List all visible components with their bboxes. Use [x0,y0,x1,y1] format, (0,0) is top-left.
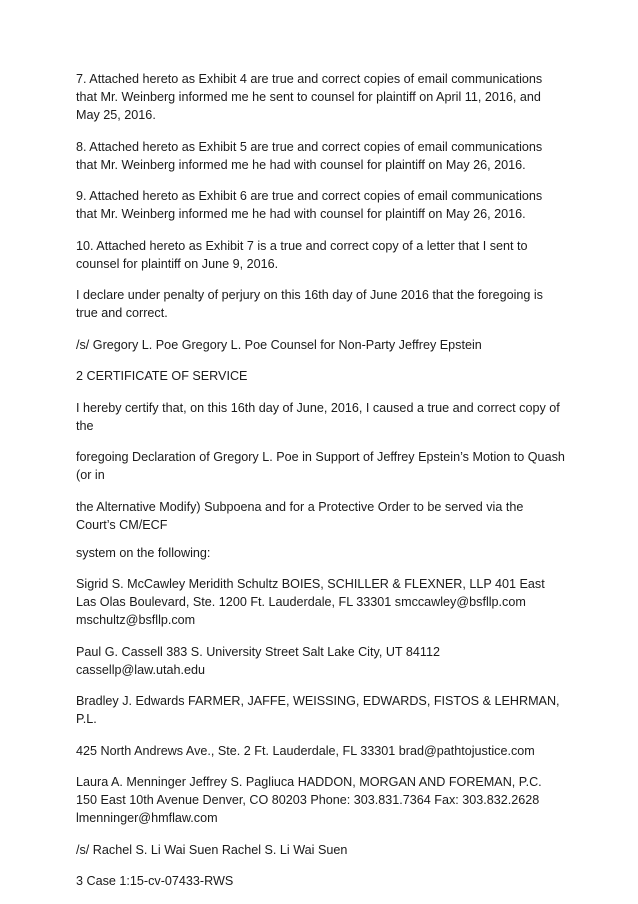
certificate-line-4: system on the following: [76,545,211,560]
paragraph-declaration: I declare under penalty of perjury on this 16th day of June 2016 that the foregoing is true and correct. [76,288,543,320]
signature-li-wai-suen: /s/ Rachel S. Li Wai Suen Rachel S. Li Wai Suen [76,842,348,857]
service-recipient-haddon-morgan: Laura A. Menninger Jeffrey S. Pagliuca HADDON, MORGAN AND FOREMAN, P.C. 150 East 10th Avenue Denver, CO 80203 Phone: 303.831.7364 Fax: 303.832.2628 lmenninger@hmflaw.com [76,775,542,825]
paragraph-exhibit-4: 7. Attached hereto as Exhibit 4 are true and correct copies of email communications that Mr. Weinberg informed me he sent to counsel for plaintiff on April 11, 2016, and May 25, 2016. [76,72,543,122]
certificate-heading: 2 CERTIFICATE OF SERVICE [76,369,248,383]
paragraph-exhibit-6: 9. Attached hereto as Exhibit 6 are true and correct copies of email communications that Mr. Weinberg informed me he had with counsel for plaintiff on May 26, 2016. [76,189,543,221]
certificate-line-1: I hereby certify that, on this 16th day of June, 2016, I caused a true and correct copy of the [76,400,560,433]
signature-poe: /s/ Gregory L. Poe Gregory L. Poe Counsel for Non-Party Jeffrey Epstein [76,337,482,352]
service-recipient-edwards-address: 425 North Andrews Ave., Ste. 2 Ft. Lauderdale, FL 33301 brad@pathtojustice.com [76,743,535,758]
certificate-line-2: foregoing Declaration of Gregory L. Poe in Support of Jeffrey Epstein’s Motion to Quash (or in [76,450,565,482]
document-page [76,70,566,904]
service-recipient-boies-schiller: Sigrid S. McCawley Meridith Schultz BOIES, SCHILLER & FLEXNER, LLP 401 East Las Olas Boulevard, Ste. 1200 Ft. Lauderdale, FL 33301 smccawley@bsfllp.com mschultz@bsfllp.com [76,577,545,627]
certificate-line-3: the Alternative Modify) Subpoena and for a Protective Order to be served via the Court’s CM/ECF [76,499,524,532]
service-recipient-edwards: Bradley J. Edwards FARMER, JAFFE, WEISSING, EDWARDS, FISTOS & LEHRMAN, P.L. [76,694,560,726]
paragraph-exhibit-7: 10. Attached hereto as Exhibit 7 is a true and correct copy of a letter that I sent to counsel for plaintiff on June 9, 2016. [76,238,528,271]
paragraph-exhibit-5: 8. Attached hereto as Exhibit 5 are true and correct copies of email communications that Mr. Weinberg informed me he had with counsel for plaintiff on May 26, 2016. [76,139,543,172]
page-footer-case-number: 3 Case 1:15-cv-07433-RWS [76,874,234,888]
service-recipient-cassell: Paul G. Cassell 383 S. University Street Salt Lake City, UT 84112 cassellp@law.utah.edu [76,644,440,677]
